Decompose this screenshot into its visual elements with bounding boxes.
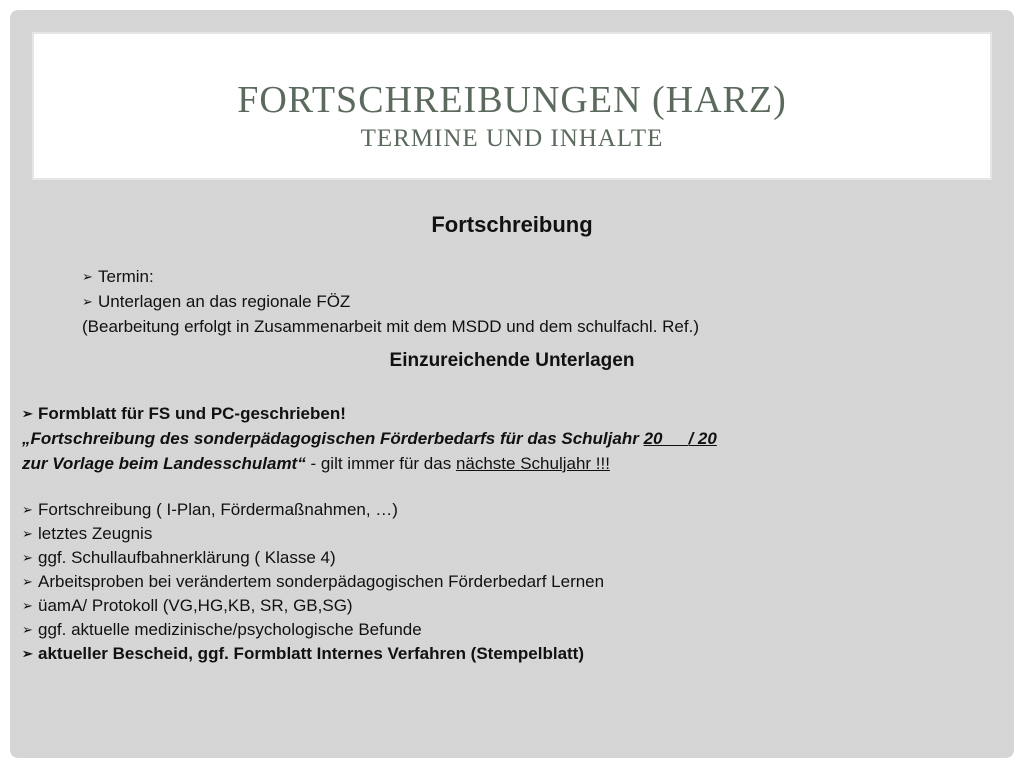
list-item — [22, 595, 353, 617]
section-heading-unterlagen: Einzureichende Unterlagen — [389, 350, 635, 371]
list-item-text: Fortschreibung ( I-Plan, Fördermaßnahmen, …) — [38, 500, 398, 519]
schuljahr-end: / 20 — [688, 429, 717, 448]
list-item-text: Formblatt für FS und PC-geschrieben! — [38, 404, 346, 423]
list-item — [22, 523, 152, 545]
list-item — [82, 291, 350, 313]
list-item — [22, 571, 604, 593]
arrow-bullet-icon: ➢ — [22, 646, 33, 661]
blank-field — [662, 431, 688, 446]
slide-title: FORTSCHREIBUNGEN (HARZ) — [237, 79, 787, 121]
slide — [10, 10, 1014, 758]
list-item — [22, 619, 422, 641]
quote-text: „Fortschreibung des sonderpädagogischen Förderbedarfs für das Schuljahr — [22, 429, 644, 448]
arrow-bullet-icon: ➢ — [22, 598, 33, 613]
list-item-text: letztes Zeugnis — [38, 524, 153, 543]
formblatt-item — [22, 403, 346, 425]
section-heading-fortschreibung: Fortschreibung — [431, 212, 593, 237]
quote-line-1 — [22, 428, 717, 450]
list-item-text: Unterlagen an das regionale FÖZ — [98, 292, 351, 311]
note-text: - gilt immer für das — [305, 454, 456, 473]
underlined-note: nächste Schuljahr !!! — [455, 454, 610, 473]
list-item — [22, 499, 398, 521]
list-item-text: ggf. aktuelle medizinische/psychologische Befunde — [38, 620, 422, 639]
list-item-text: Termin: — [98, 267, 154, 286]
note-text: (Bearbeitung erfolgt in Zusammenarbeit mit dem MSDD und dem schulfachl. Ref.) — [82, 317, 699, 336]
arrow-bullet-icon: ➢ — [82, 294, 93, 309]
list-item — [22, 643, 584, 665]
arrow-bullet-icon: ➢ — [22, 502, 33, 517]
arrow-bullet-icon: ➢ — [22, 526, 33, 541]
arrow-bullet-icon: ➢ — [22, 406, 33, 421]
arrow-bullet-icon: ➢ — [82, 269, 93, 284]
arrow-bullet-icon: ➢ — [22, 574, 33, 589]
list-item — [82, 266, 154, 288]
list-item-text: aktueller Bescheid, ggf. Formblatt Internes Verfahren (Stempelblatt) — [38, 644, 585, 663]
slide-subtitle: TERMINE UND INHALTE — [360, 125, 664, 152]
quote-text: zur Vorlage beim Landesschulamt“ — [22, 454, 306, 473]
arrow-bullet-icon: ➢ — [22, 622, 33, 637]
quote-line-2 — [22, 453, 610, 475]
arrow-bullet-icon: ➢ — [22, 550, 33, 565]
list-item — [22, 547, 336, 569]
title-box — [32, 32, 992, 180]
list-item-text: üamA/ Protokoll (VG,HG,KB, SR, GB,SG) — [38, 596, 353, 615]
list-item-text: Arbeitsproben bei verändertem sonderpädagogischen Förderbedarf Lernen — [38, 572, 605, 591]
schuljahr-start: 20 — [643, 429, 663, 448]
list-item-text: ggf. Schullaufbahnerklärung ( Klasse 4) — [38, 548, 336, 567]
